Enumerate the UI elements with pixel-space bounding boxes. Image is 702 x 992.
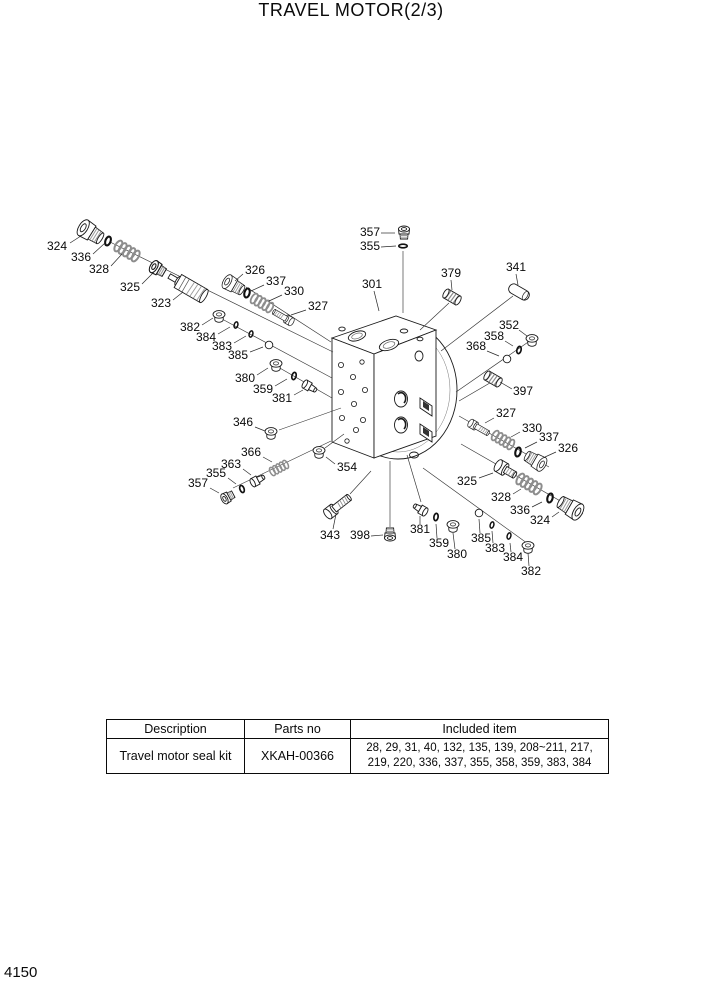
page-title: TRAVEL MOTOR(2/3) xyxy=(258,0,444,20)
part-ball-385-top xyxy=(265,341,273,349)
part-label-382: 382 xyxy=(520,564,542,579)
part-screw-357-top xyxy=(399,226,410,239)
part-label-327: 327 xyxy=(495,406,517,421)
leader-line xyxy=(487,351,499,356)
part-plug-380-top xyxy=(270,360,282,372)
part-oring-383-top xyxy=(248,330,253,337)
part-label-368: 368 xyxy=(465,339,487,354)
valve-body-301 xyxy=(332,316,457,459)
leader-line xyxy=(243,469,251,475)
leader-line xyxy=(275,379,287,386)
part-label-324: 324 xyxy=(529,513,551,528)
leader-line xyxy=(500,382,512,389)
part-label-385: 385 xyxy=(470,531,492,546)
callouts xyxy=(47,225,578,578)
part-label-324: 324 xyxy=(46,239,68,254)
leader-line xyxy=(479,473,493,478)
cell-description: Travel motor seal kit xyxy=(107,739,245,774)
leader-line xyxy=(451,280,452,290)
leader-line xyxy=(545,452,556,457)
part-screw-357-bottom xyxy=(219,489,236,505)
part-label-384: 384 xyxy=(502,550,524,565)
part-label-330: 330 xyxy=(521,421,543,436)
part-plug-346 xyxy=(265,428,277,440)
part-label-355: 355 xyxy=(359,239,381,254)
page-number: 4150 xyxy=(4,964,38,981)
part-label-355: 355 xyxy=(205,466,227,481)
leader-line xyxy=(263,457,272,462)
part-screw-398 xyxy=(385,528,396,541)
leader-line xyxy=(202,318,213,325)
part-ball-385-bottom xyxy=(475,509,483,517)
part-oring-358 xyxy=(516,346,522,354)
part-spring-328-right xyxy=(515,472,544,495)
leader-line xyxy=(294,390,303,395)
part-label-326: 326 xyxy=(244,263,266,278)
part-oring-383-bottom xyxy=(489,521,494,528)
header-included-item: Included item xyxy=(351,720,609,739)
leader-line xyxy=(485,418,494,423)
part-plug-382-bottom xyxy=(522,542,534,554)
part-pin-363 xyxy=(249,473,267,488)
leader-line xyxy=(519,330,527,336)
part-label-382: 382 xyxy=(179,320,201,335)
table-row xyxy=(107,739,609,774)
leader-line xyxy=(173,292,183,300)
part-label-341: 341 xyxy=(505,260,527,275)
part-label-328: 328 xyxy=(490,490,512,505)
part-pin-341 xyxy=(507,282,531,302)
part-label-357: 357 xyxy=(359,225,381,240)
part-oring-336-left xyxy=(104,236,112,246)
part-label-366: 366 xyxy=(240,445,262,460)
part-label-301: 301 xyxy=(361,277,383,292)
part-label-398: 398 xyxy=(349,528,371,543)
leader-line xyxy=(251,285,264,291)
part-spring-330-top xyxy=(249,292,275,313)
part-plug-379 xyxy=(442,288,463,306)
table-header-row xyxy=(107,720,609,739)
part-label-336: 336 xyxy=(509,503,531,518)
part-label-380: 380 xyxy=(234,371,256,386)
part-plug-382-top xyxy=(213,311,225,323)
part-label-323: 323 xyxy=(150,296,172,311)
leader-line xyxy=(326,457,335,464)
part-bolt-343 xyxy=(322,492,354,520)
part-ball-368 xyxy=(503,355,511,363)
leader-line xyxy=(525,442,537,448)
leader-line xyxy=(257,368,268,375)
leader-line xyxy=(111,254,122,266)
leader-line xyxy=(291,310,306,315)
leader-line xyxy=(381,246,396,247)
leader-line xyxy=(371,535,383,536)
part-label-357: 357 xyxy=(187,476,209,491)
part-plug-324-right xyxy=(554,493,586,522)
part-oring-359-bottom xyxy=(433,513,438,521)
leader-line xyxy=(70,234,84,243)
part-label-325: 325 xyxy=(456,474,478,489)
part-label-327: 327 xyxy=(307,299,329,314)
leader-line xyxy=(255,427,265,431)
leader-line xyxy=(513,489,521,494)
part-spool-323 xyxy=(165,270,209,304)
part-plug-324-left xyxy=(75,218,107,247)
part-oring-337-right xyxy=(514,447,521,457)
part-label-336: 336 xyxy=(70,250,92,265)
part-label-328: 328 xyxy=(88,262,110,277)
leader-line xyxy=(234,336,246,343)
part-label-384: 384 xyxy=(195,330,217,345)
leader-line xyxy=(93,243,105,254)
part-label-337: 337 xyxy=(265,274,287,289)
part-label-397: 397 xyxy=(512,384,534,399)
leader-line xyxy=(269,295,282,301)
parts-table xyxy=(106,719,609,774)
part-label-385: 385 xyxy=(227,348,249,363)
leader-line xyxy=(228,478,236,484)
part-label-354: 354 xyxy=(336,460,358,475)
part-label-381: 381 xyxy=(271,391,293,406)
part-oring-384-bottom xyxy=(506,532,511,539)
header-parts-no: Parts no xyxy=(245,720,351,739)
part-label-359: 359 xyxy=(252,382,274,397)
leader-line xyxy=(552,512,559,517)
leader-line xyxy=(532,502,542,507)
part-label-330: 330 xyxy=(283,284,305,299)
part-spring-330-right xyxy=(490,429,516,450)
leader-line xyxy=(142,272,154,284)
leader-line xyxy=(505,341,513,346)
leader-line xyxy=(235,274,243,281)
part-label-359: 359 xyxy=(428,536,450,551)
part-label-379: 379 xyxy=(440,266,462,281)
part-plug-326-right xyxy=(522,448,549,473)
part-plug-380-bottom xyxy=(447,521,459,533)
leader-line xyxy=(516,274,518,285)
part-plug-352 xyxy=(526,335,538,347)
cell-included-item: 28, 29, 31, 40, 132, 135, 139, 208~211, 217, 219, 220, 336, 337, 355, 358, 359, 383, 384 xyxy=(351,739,609,774)
part-plug-326-top xyxy=(220,273,247,298)
part-label-352: 352 xyxy=(498,318,520,333)
part-oring-355-bottom xyxy=(239,485,245,493)
part-bolt-327-right xyxy=(467,418,491,437)
part-plug-354 xyxy=(313,447,325,459)
leader-line xyxy=(210,488,219,493)
part-label-383: 383 xyxy=(484,541,506,556)
part-label-326: 326 xyxy=(557,441,579,456)
part-bolt-327-top xyxy=(271,308,295,327)
part-oring-355-top xyxy=(399,244,407,248)
leader-line xyxy=(218,327,230,334)
part-label-381: 381 xyxy=(409,522,431,537)
header-description: Description xyxy=(107,720,245,739)
leader-line xyxy=(374,291,379,311)
cell-parts-no: XKAH-00366 xyxy=(245,739,351,774)
part-label-380: 380 xyxy=(446,547,468,562)
part-valve-325-right xyxy=(492,458,519,481)
leader-line xyxy=(250,347,263,352)
part-label-363: 363 xyxy=(220,457,242,472)
part-label-343: 343 xyxy=(319,528,341,543)
part-fitting-381-bottom xyxy=(412,502,430,517)
part-label-337: 337 xyxy=(538,430,560,445)
part-label-346: 346 xyxy=(232,415,254,430)
part-label-358: 358 xyxy=(483,329,505,344)
part-label-325: 325 xyxy=(119,280,141,295)
part-label-383: 383 xyxy=(211,339,233,354)
part-oring-336-right xyxy=(546,493,553,503)
leader-line xyxy=(511,432,520,437)
